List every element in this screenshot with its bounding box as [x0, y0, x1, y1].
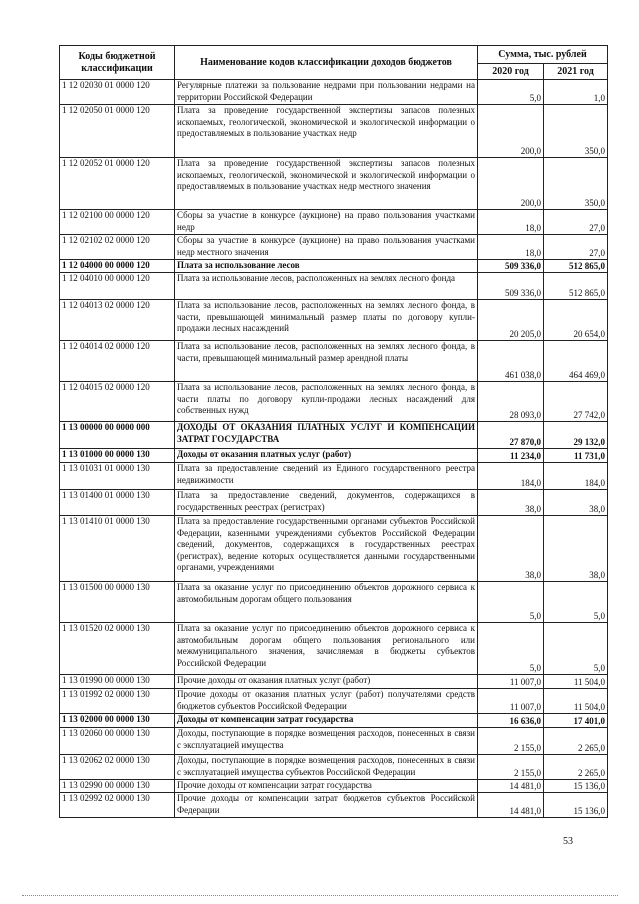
amount-2020-cell: 184,0 — [478, 463, 544, 490]
amount-2020-cell: 14 481,0 — [478, 793, 544, 818]
budget-code-cell: 1 12 02052 01 0000 120 — [60, 158, 175, 210]
table-row — [60, 675, 608, 689]
revenue-name-cell: Плата за проведение государственной экспертизы запасов полезных ископаемых, геологической, экономической и экологической информации о предоставляемых в пользование участках недр местного значения — [175, 158, 478, 210]
revenue-name-cell: Плата за использование лесов — [175, 260, 478, 273]
budget-code-cell: 1 13 02000 00 0000 130 — [60, 714, 175, 728]
revenue-name-cell: Плата за проведение государственной экспертизы запасов полезных ископаемых, геологической, экономической и экологической информации о предоставляемых в пользование участках недр — [175, 105, 478, 158]
amount-2020-cell: 38,0 — [478, 490, 544, 516]
bottom-scan-edge — [22, 895, 618, 896]
table-row — [60, 422, 608, 449]
amount-2020-cell: 18,0 — [478, 210, 544, 235]
revenue-name-cell: Прочие доходы от оказания платных услуг (работ) получателями средств бюджетов субъектов Российской Федерации — [175, 689, 478, 714]
header-year-2020: 2020 год — [478, 64, 544, 80]
amount-2021-cell: 27,0 — [544, 210, 608, 235]
revenue-name-cell: Плата за предоставление сведений из Единого государственного реестра недвижимости — [175, 463, 478, 490]
revenue-name-cell: Плата за оказание услуг по присоединению объектов дорожного сервиса к автомобильным дорогам общего пользования регионального или межмуниципального значения, зачисляемая в бюджеты субъектов Российской Федерации — [175, 623, 478, 675]
amount-2021-cell: 1,0 — [544, 80, 608, 105]
budget-code-cell: 1 12 04013 02 0000 120 — [60, 300, 175, 341]
table-row — [60, 300, 608, 341]
budget-code-cell: 1 13 01520 02 0000 130 — [60, 623, 175, 675]
amount-2020-cell: 461 038,0 — [478, 341, 544, 382]
amount-2021-cell: 512 865,0 — [544, 260, 608, 273]
table-row — [60, 755, 608, 780]
amount-2020-cell: 11 234,0 — [478, 449, 544, 463]
revenue-name-cell: Плата за использование лесов, расположенных на землях лесного фонда — [175, 273, 478, 300]
amount-2021-cell: 350,0 — [544, 105, 608, 158]
amount-2020-cell: 11 007,0 — [478, 675, 544, 689]
amount-2020-cell: 509 336,0 — [478, 260, 544, 273]
budget-code-cell: 1 12 02050 01 0000 120 — [60, 105, 175, 158]
header-code-column: Коды бюджетной классификации — [60, 46, 175, 80]
revenue-name-cell: Сборы за участие в конкурсе (аукционе) на право пользования участками недр местного значения — [175, 235, 478, 260]
amount-2020-cell: 2 155,0 — [478, 728, 544, 755]
revenue-name-cell: Прочие доходы от оказания платных услуг (работ) — [175, 675, 478, 689]
amount-2020-cell: 27 870,0 — [478, 422, 544, 449]
table-row — [60, 260, 608, 273]
amount-2020-cell: 28 093,0 — [478, 382, 544, 422]
table-row — [60, 158, 608, 210]
amount-2021-cell: 184,0 — [544, 463, 608, 490]
amount-2020-cell: 20 205,0 — [478, 300, 544, 341]
amount-2020-cell: 16 636,0 — [478, 714, 544, 728]
revenue-name-cell: Плата за предоставление сведений, документов, содержащихся в государственных реестрах (регистрах) — [175, 490, 478, 516]
amount-2021-cell: 2 265,0 — [544, 728, 608, 755]
amount-2020-cell: 5,0 — [478, 582, 544, 623]
table-row — [60, 80, 608, 105]
revenue-name-cell: ДОХОДЫ ОТ ОКАЗАНИЯ ПЛАТНЫХ УСЛУГ И КОМПЕНСАЦИИ ЗАТРАТ ГОСУДАРСТВА — [175, 422, 478, 449]
page-number: 53 — [563, 836, 573, 847]
amount-2021-cell: 38,0 — [544, 516, 608, 582]
header-year-2021: 2021 год — [544, 64, 608, 80]
table-row — [60, 582, 608, 623]
budget-code-cell: 1 13 02990 00 0000 130 — [60, 780, 175, 793]
budget-code-cell: 1 13 01500 00 0000 130 — [60, 582, 175, 623]
budget-revenue-table — [59, 45, 608, 818]
amount-2020-cell: 509 336,0 — [478, 273, 544, 300]
revenue-name-cell: Плата за оказание услуг по присоединению объектов дорожного сервиса к автомобильным дорогам общего пользования — [175, 582, 478, 623]
budget-code-cell: 1 12 04000 00 0000 120 — [60, 260, 175, 273]
table-row — [60, 714, 608, 728]
amount-2020-cell: 2 155,0 — [478, 755, 544, 780]
amount-2021-cell: 17 401,0 — [544, 714, 608, 728]
revenue-name-cell: Плата за использование лесов, расположенных на землях лесного фонда, в части платы по договору купли-продажи лесных насаждений для собственных нужд — [175, 382, 478, 422]
table-row — [60, 210, 608, 235]
amount-2021-cell: 2 265,0 — [544, 755, 608, 780]
budget-code-cell: 1 12 02102 02 0000 120 — [60, 235, 175, 260]
amount-2021-cell: 15 136,0 — [544, 793, 608, 818]
header-sum-column: Сумма, тыс. рублей — [478, 46, 608, 64]
budget-code-cell: 1 12 04010 00 0000 120 — [60, 273, 175, 300]
budget-code-cell: 1 13 02060 00 0000 130 — [60, 728, 175, 755]
revenue-name-cell: Плата за использование лесов, расположенных на землях лесного фонда, в части, превышающей минимальный размер платы по договору купли-продажи лесных насаждений — [175, 300, 478, 341]
table-row — [60, 780, 608, 793]
table-row — [60, 273, 608, 300]
revenue-name-cell: Доходы от оказания платных услуг (работ) — [175, 449, 478, 463]
table-row — [60, 449, 608, 463]
revenue-name-cell: Доходы, поступающие в порядке возмещения расходов, понесенных в связи с эксплуатацией имущества — [175, 728, 478, 755]
budget-code-cell: 1 13 01410 01 0000 130 — [60, 516, 175, 582]
amount-2021-cell: 350,0 — [544, 158, 608, 210]
table-row — [60, 728, 608, 755]
amount-2020-cell: 38,0 — [478, 516, 544, 582]
budget-code-cell: 1 12 02100 00 0000 120 — [60, 210, 175, 235]
table-row — [60, 623, 608, 675]
amount-2021-cell: 11 504,0 — [544, 689, 608, 714]
table-row — [60, 793, 608, 818]
budget-code-cell: 1 13 01992 02 0000 130 — [60, 689, 175, 714]
table-row — [60, 105, 608, 158]
budget-code-cell: 1 12 04015 02 0000 120 — [60, 382, 175, 422]
amount-2021-cell: 20 654,0 — [544, 300, 608, 341]
budget-code-cell: 1 13 02992 02 0000 130 — [60, 793, 175, 818]
table-row — [60, 341, 608, 382]
amount-2020-cell: 200,0 — [478, 158, 544, 210]
header-name-column: Наименование кодов классификации доходов бюджетов — [175, 46, 478, 80]
revenue-name-cell: Плата за предоставление государственными органами субъектов Российской Федерации, казенными учреждениями субъектов Российской Федерации сведений, документов, содержащихся в государственных реестрах (регистрах), ведение которых осуществляется данными государственными органами, учреждениями — [175, 516, 478, 582]
amount-2021-cell: 29 132,0 — [544, 422, 608, 449]
amount-2021-cell: 15 136,0 — [544, 780, 608, 793]
revenue-name-cell: Сборы за участие в конкурсе (аукционе) на право пользования участками недр — [175, 210, 478, 235]
amount-2021-cell: 512 865,0 — [544, 273, 608, 300]
budget-code-cell: 1 13 01031 01 0000 130 — [60, 463, 175, 490]
revenue-name-cell: Регулярные платежи за пользование недрами при пользовании недрами на территории Российской Федерации — [175, 80, 478, 105]
table-row — [60, 490, 608, 516]
budget-code-cell: 1 12 04014 02 0000 120 — [60, 341, 175, 382]
amount-2021-cell: 5,0 — [544, 623, 608, 675]
revenue-name-cell: Доходы от компенсации затрат государства — [175, 714, 478, 728]
amount-2020-cell: 11 007,0 — [478, 689, 544, 714]
budget-code-cell: 1 13 02062 02 0000 130 — [60, 755, 175, 780]
amount-2020-cell: 200,0 — [478, 105, 544, 158]
budget-code-cell: 1 13 01000 00 0000 130 — [60, 449, 175, 463]
table-row — [60, 382, 608, 422]
amount-2021-cell: 38,0 — [544, 490, 608, 516]
table-row — [60, 689, 608, 714]
revenue-name-cell: Доходы, поступающие в порядке возмещения расходов, понесенных в связи с эксплуатацией имущества субъектов Российской Федерации — [175, 755, 478, 780]
amount-2020-cell: 5,0 — [478, 80, 544, 105]
amount-2021-cell: 5,0 — [544, 582, 608, 623]
amount-2021-cell: 11 504,0 — [544, 675, 608, 689]
revenue-name-cell: Прочие доходы от компенсации затрат государства — [175, 780, 478, 793]
table-body — [60, 80, 608, 818]
revenue-name-cell: Плата за использование лесов, расположенных на землях лесного фонда, в части, превышающей минимальный размер арендной платы — [175, 341, 478, 382]
amount-2021-cell: 11 731,0 — [544, 449, 608, 463]
amount-2020-cell: 18,0 — [478, 235, 544, 260]
budget-code-cell: 1 12 02030 01 0000 120 — [60, 80, 175, 105]
amount-2020-cell: 14 481,0 — [478, 780, 544, 793]
table-row — [60, 516, 608, 582]
budget-code-cell: 1 13 00000 00 0000 000 — [60, 422, 175, 449]
budget-code-cell: 1 13 01990 00 0000 130 — [60, 675, 175, 689]
amount-2021-cell: 27,0 — [544, 235, 608, 260]
table-row — [60, 463, 608, 490]
revenue-name-cell: Прочие доходы от компенсации затрат бюджетов субъектов Российской Федерации — [175, 793, 478, 818]
amount-2020-cell: 5,0 — [478, 623, 544, 675]
amount-2021-cell: 27 742,0 — [544, 382, 608, 422]
amount-2021-cell: 464 469,0 — [544, 341, 608, 382]
table-row — [60, 235, 608, 260]
budget-code-cell: 1 13 01400 01 0000 130 — [60, 490, 175, 516]
